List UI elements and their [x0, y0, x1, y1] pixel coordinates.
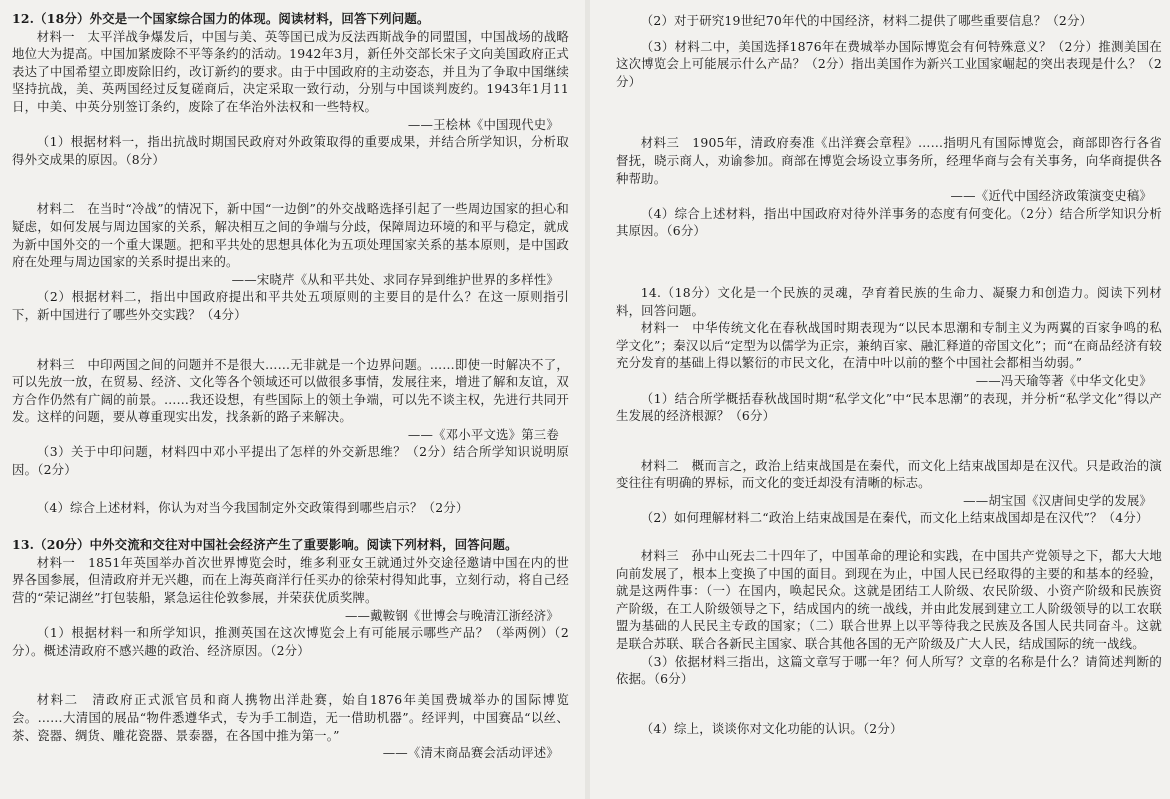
q14-material-1-source: ——冯天瑜等著《中华文化史》 — [975, 372, 1152, 388]
q12-material-3-source: ——《邓小平文选》第三卷 — [407, 426, 559, 442]
q12-material-1-source: ——王桧林《中国现代史》 — [407, 116, 559, 132]
q13-sub-2: （2）对于研究19世纪70年代的中国经济，材料二提供了哪些重要信息？（2分） — [640, 13, 1093, 28]
q13-material-1: 材料一 1851年英国举办首次世界博览会时，维多利亚女王就通过外交途径邀请中国在内的世界各国参展，但清政府并无兴趣，而在上海英商洋行任买办的徐荣村得知此事，立刻行动，将自己经营的“荣记湖丝”打包装船，紧急运往伦敦参展，并荣获优质奖牌。 — [12, 554, 569, 606]
q12-sub-2: （2）根据材料二，指出中国政府提出和平共处五项原则的主要目的是什么？在这一原则指引下，新中国进行了哪些外交实践？（4分） — [12, 289, 569, 322]
q13-sub-4: （4）综合上述材料，指出中国政府对待外洋事务的态度有何变化。（2分）结合所学知识分析其原因。（6分） — [616, 205, 1162, 239]
q12-material-3: 材料三 中印两国之间的问题并不是很大……无非就是一个边界问题。……即使一时解决不了，可以先放一放，在贸易、经济、文化等各个领域还可以做很多事情，发展往来，增进了解和友谊，双方合作仍然有广阔的前景。……我还设想，有些国际上的领土争端，可以先不谈主权，先进行共同开发。这样的问题，要从尊重现实出发，找条新的路子来解决。 — [12, 356, 569, 425]
q13-header: 13.（20分）中外交流和交往对中国社会经济产生了重要影响。阅读下列材料，回答问题。 — [12, 537, 518, 553]
q13-material-3: 材料三 1905年，清政府奏准《出洋赛会章程》……指明凡有国际博览会，商部即咨行各省督抚，晓示商人，劝谕参加。商部在博览会场设立事务所，经理华商与会有关事务，向华商提供各种帮助。 — [616, 135, 1162, 186]
q12-header: 12.（18分）外交是一个国家综合国力的体现。阅读材料，回答下列问题。 — [12, 11, 430, 26]
q13-material-1-source: ——戴鞍钢《世博会与晚清江浙经济》 — [344, 607, 559, 623]
q13-material-3-source: ——《近代中国经济政策演变史稿》 — [950, 188, 1152, 204]
q12-material-2-source: ——宋晓芹《从和平共处、求同存异到维护世界的多样性》 — [231, 271, 559, 287]
right-page — [590, 0, 1170, 799]
q14-material-2: 材料二 概而言之，政治上结束战国是在秦代，而文化上结束战国却是在汉代。只是政治的演变往往有明确的界标，而文化的变迁却没有清晰的标志。 — [616, 457, 1162, 491]
q14-material-1: 材料一 中华传统文化在春秋战国时期表现为“以民本思潮和专制主义为两翼的百家争鸣的私学文化”；秦汉以后“定型为以儒学为正宗，兼纳百家、融汇释道的帝国文化”；而“在商品经济有较充分发育的基础上得以繁衍的市民文化，在清中叶以前的整个中国社会都相当幼弱。” — [616, 320, 1162, 371]
q14-header: 14.（18分）文化是一个民族的灵魂，孕育着民族的生命力、凝聚力和创造力。阅读下列材料，回答问题。 — [616, 284, 1162, 318]
q12-sub-3: （3）关于中印问题，材料四中邓小平提出了怎样的外交新思维？（2分）结合所学知识说明原因。（2分） — [12, 444, 569, 478]
q12-material-1: 材料一 太平洋战争爆发后，中国与美、英等国已成为反法西斯战争的同盟国，中国战场的战略地位大为提高。中国加紧废除不平等条约的活动。1942年3月，新任外交部长宋子文向美国政府正式表达了中国希望立即废除旧约，改订新约的要求。由于中国政府的主动姿态，并且为了争取中国继续坚持抗战，美、英两国经过反复磋商后，决定采取一致行动，分别与中国谈判废约。1943年1月11日，中美、中英分别签订条约，废除了在华治外法权和一些特权。 — [12, 28, 569, 114]
q12-sub-4: （4）综合上述材料，你认为对当今我国制定外交政策得到哪些启示？（2分） — [36, 499, 469, 515]
q12-material-2: 材料二 在当时“冷战”的情况下，新中国“一边倒”的外交战略选择引起了一些周边国家的担心和疑虑，如何发展与周边国家的关系，解决相互之间的争端与分歧，保障周边环境的和平与稳定，就成为新中国外交的一个重大课题。把和平共处的思想具体化为五项处理国家关系的基本原则，是中国政府在处理与周边国家的关系时提出来的。 — [12, 201, 569, 270]
q14-material-2-source: ——胡宝国《汉唐间史学的发展》 — [963, 492, 1152, 508]
q14-sub-2: （2）如何理解材料二“政治上结束战国是在秦代，而文化上结束战国却是在汉代”？（4分） — [640, 510, 1149, 526]
q14-material-3: 材料三 孙中山死去二十四年了，中国革命的理论和实践，在中国共产党领导之下，都大大地向前发展了，根本上变换了中国的面目。到现在为止，中国人民已经取得的主要的和基本的经验，就是这两件事：（一）在国内，唤起民众。这就是团结工人阶级、农民阶级、小资产阶级和民族资产阶级，在工人阶级领导之下，结成国内的统一战线，并由此发展到建立工人阶级领导的以工农联盟为基础的人民民主专政的国家；（二）联合世界上以平等待我之民族及各国人民共同奋斗。这就是联合苏联、联合各新民主国家、联合其他各国的无产阶级及广大人民，结成国际的统一战线。 — [616, 548, 1162, 652]
q13-material-2: 材料二 清政府正式派官员和商人携物出洋赴赛，始自1876年美国费城举办的国际博览会。……大清国的展品“物件悉遵华式，专为手工制造，无一借助机器”。经评判，中国赛品“以丝、茶、瓷器、绸货、雕花瓷器、景泰器，在各国中推为第一。” — [12, 692, 569, 743]
q12-sub-1: （1）根据材料一，指出抗战时期国民政府对外政策取得的重要成果，并结合所学知识，分析取得外交成果的原因。（8分） — [12, 134, 569, 167]
q13-sub-3: （3）材料二中，美国选择1876年在费城举办国际博览会有何特殊意义？（2分）推测美国在这次博览会上可能展示什么产品？（2分）指出美国作为新兴工业国家崛起的突出表现是什么？（2分） — [616, 38, 1162, 89]
q14-sub-4: （4）综上，谈谈你对文化功能的认识。（2分） — [640, 720, 903, 736]
q14-sub-3: （3）依据材料三指出，这篇文章写于哪一年？何人所写？文章的名称是什么？请简述判断的依据。（6分） — [616, 653, 1162, 687]
q13-sub-1: （1）根据材料一和所学知识，推测英国在这次博览会上有可能展示哪些产品？（举两例）（2分）。概述清政府不感兴趣的政治、经济原因。（2分） — [12, 625, 569, 658]
q13-material-2-source: ——《清末商品赛会活动评述》 — [382, 745, 559, 761]
q14-sub-1: （1）结合所学概括春秋战国时期“私学文化”中“民本思潮”的表现，并分析“私学文化”得以产生发展的经济根源？（6分） — [616, 390, 1162, 424]
